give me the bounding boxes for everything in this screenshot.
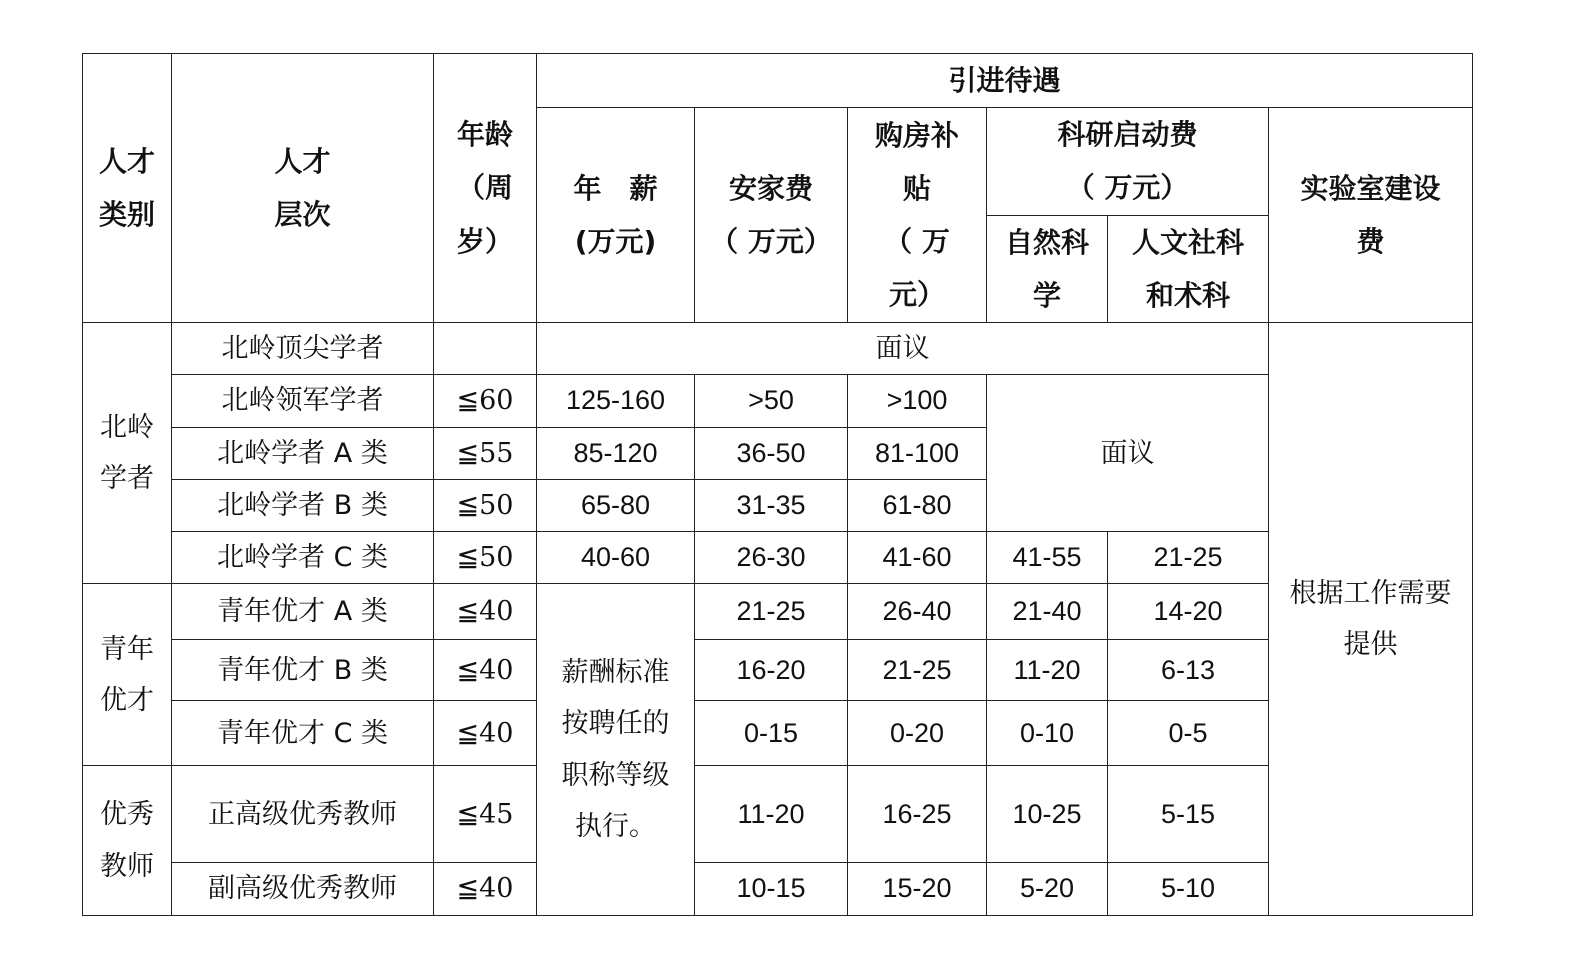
level-cell: 青年优才 B 类 (172, 640, 434, 701)
housing-subsidy-cell: 16-25 (848, 766, 987, 863)
talent-table (82, 53, 1473, 916)
housing-subsidy-cell: 26-40 (848, 584, 987, 640)
negotiable-cell: 面议 (537, 322, 1269, 374)
age-cell: ≦60 (434, 375, 537, 427)
natural-science-cell: 21-40 (987, 584, 1108, 640)
housing-subsidy-cell: 81-100 (848, 427, 987, 479)
level-cell: 北岭学者 C 类 (172, 532, 434, 584)
header-treatment: 引进待遇 (537, 54, 1473, 108)
group-beiling-scholar: 北岭 学者 (83, 322, 172, 583)
natural-science-cell: 11-20 (987, 640, 1108, 701)
age-cell: ≦40 (434, 640, 537, 701)
natural-science-cell: 41-55 (987, 532, 1108, 584)
housing-subsidy-cell: 41-60 (848, 532, 987, 584)
natural-science-cell: 10-25 (987, 766, 1108, 863)
humanities-cell: 5-10 (1108, 863, 1269, 915)
table-row (83, 532, 1473, 584)
age-cell: ≦40 (434, 701, 537, 766)
level-cell: 北岭学者 B 类 (172, 479, 434, 531)
humanities-cell: 0-5 (1108, 701, 1269, 766)
level-cell: 青年优才 C 类 (172, 701, 434, 766)
settling-fee-cell: 11-20 (695, 766, 848, 863)
housing-subsidy-cell: 15-20 (848, 863, 987, 915)
header-talent-category: 人才 类别 (83, 54, 172, 323)
settling-fee-cell: >50 (695, 375, 848, 427)
settling-fee-cell: 36-50 (695, 427, 848, 479)
header-lab-construction: 实验室建设 费 (1269, 108, 1473, 323)
table-row (83, 701, 1473, 766)
salary-note: 薪酬标准 按聘任的 职称等级 执行。 (537, 584, 695, 915)
settling-fee-cell: 21-25 (695, 584, 848, 640)
header-talent-level: 人才 层次 (172, 54, 434, 323)
research-negotiable-cell: 面议 (987, 375, 1269, 532)
housing-subsidy-cell: >100 (848, 375, 987, 427)
settling-fee-cell: 31-35 (695, 479, 848, 531)
age-cell: ≦55 (434, 427, 537, 479)
header-natural-science: 自然科 学 (987, 215, 1108, 322)
age-cell: ≦50 (434, 532, 537, 584)
header-housing-subsidy: 购房补 贴 （ 万 元） (848, 108, 987, 323)
table-row (83, 322, 1473, 374)
age-cell: ≦50 (434, 479, 537, 531)
housing-subsidy-cell: 61-80 (848, 479, 987, 531)
header-humanities: 人文社科 和术科 (1108, 215, 1269, 322)
group-youth-talent: 青年 优才 (83, 584, 172, 766)
header-research-startup: 科研启动费 （ 万元） (987, 108, 1269, 215)
salary-cell: 65-80 (537, 479, 695, 531)
level-cell: 正高级优秀教师 (172, 766, 434, 863)
table-row (83, 375, 1473, 427)
salary-cell: 125-160 (537, 375, 695, 427)
group-excellent-teacher: 优秀 教师 (83, 766, 172, 915)
header-salary: 年 薪 (万元) (537, 108, 695, 323)
natural-science-cell: 0-10 (987, 701, 1108, 766)
age-cell: ≦40 (434, 863, 537, 915)
age-cell (434, 322, 537, 374)
table-row (83, 584, 1473, 640)
settling-fee-cell: 10-15 (695, 863, 848, 915)
housing-subsidy-cell: 0-20 (848, 701, 987, 766)
settling-fee-cell: 16-20 (695, 640, 848, 701)
table-row (83, 640, 1473, 701)
age-cell: ≦40 (434, 584, 537, 640)
level-cell: 副高级优秀教师 (172, 863, 434, 915)
salary-cell: 85-120 (537, 427, 695, 479)
header-settling-fee: 安家费 （ 万元） (695, 108, 848, 323)
level-cell: 北岭顶尖学者 (172, 322, 434, 374)
humanities-cell: 5-15 (1108, 766, 1269, 863)
settling-fee-cell: 26-30 (695, 532, 848, 584)
housing-subsidy-cell: 21-25 (848, 640, 987, 701)
natural-science-cell: 5-20 (987, 863, 1108, 915)
level-cell: 北岭学者 A 类 (172, 427, 434, 479)
level-cell: 青年优才 A 类 (172, 584, 434, 640)
humanities-cell: 14-20 (1108, 584, 1269, 640)
age-cell: ≦45 (434, 766, 537, 863)
humanities-cell: 21-25 (1108, 532, 1269, 584)
level-cell: 北岭领军学者 (172, 375, 434, 427)
settling-fee-cell: 0-15 (695, 701, 848, 766)
lab-fee-note: 根据工作需要 提供 (1269, 322, 1473, 915)
humanities-cell: 6-13 (1108, 640, 1269, 701)
salary-cell: 40-60 (537, 532, 695, 584)
table-row (83, 766, 1473, 863)
header-age: 年龄 （周 岁） (434, 54, 537, 323)
table-row (83, 863, 1473, 915)
